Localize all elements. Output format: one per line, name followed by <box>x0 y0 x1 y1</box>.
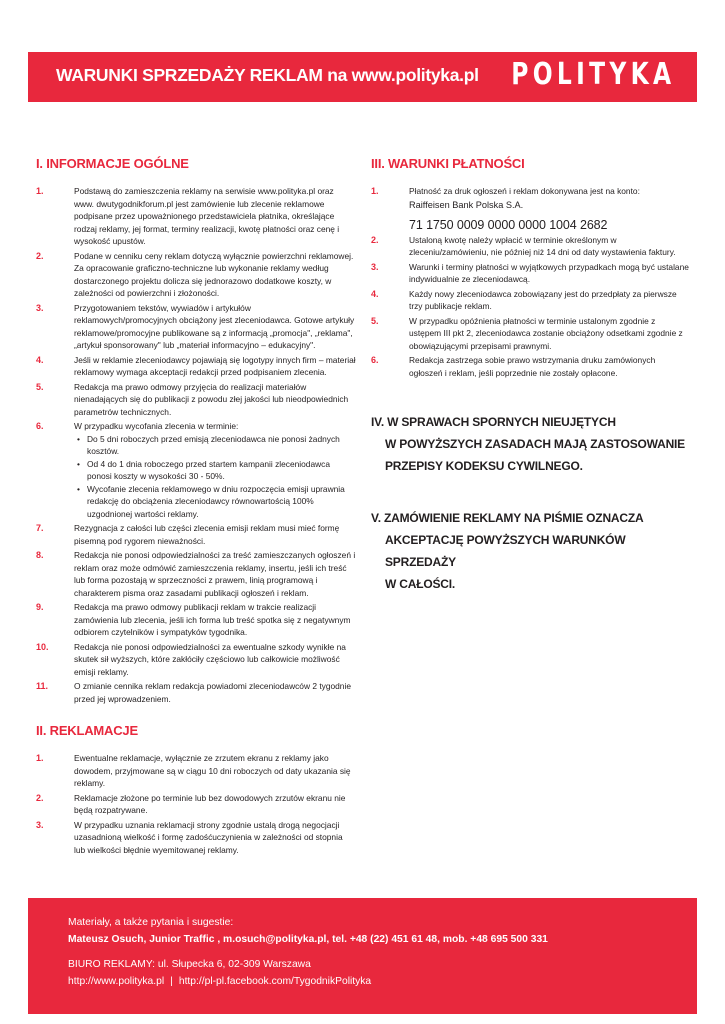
website-link[interactable]: http://www.polityka.pl <box>68 976 165 987</box>
list-item: 4. Każdy nowy zleceniodawca zobowiązany jest do przedpłaty za pierwsze trzy publikacje reklam. <box>371 288 677 311</box>
payment-list <box>371 185 689 379</box>
footer-intro: Materiały, a także pytania i sugestie: <box>68 917 234 928</box>
list-item: 7. Rezygnacja z całości lub części zlecenia emisji reklam musi mieć formę pisemną pod rygorem nieważności. <box>36 523 340 546</box>
page-title: WARUNKI SPRZEDAŻY REKLAM na www.polityka.pl <box>56 65 479 85</box>
list-item: 5. W przypadku opóźnienia płatności w terminie ustalonym zgodnie z ustępem III pkt 2, zleceniodawca zostanie obciążony odsetkami zgodnie z obowiązującymi przepisami prawnymi. <box>371 315 683 351</box>
written-order-heading: V. ZAMÓWIENIE REKLAMY NA PIŚMIE OZNACZA AKCEPTACJĘ POWYŻSZYCH WARUNKÓW SPRZEDAŻY W CAŁOŚCI. <box>371 511 644 591</box>
list-item: 1. Płatność za druk ogłoszeń i reklam dokonywana jest na konto: Raiffeisen Bank Polska S.A. 71 1750 0009 0000 0000 1004 2682 <box>371 185 689 232</box>
list-item: 6. W przypadku wycofania zlecenia w terminie: • Do 5 dni roboczych przed emisją zleceniodawca nie ponosi żadnych kosztów. • Od 4 do 1 dnia roboczego przed startem kampanii zleceniodawca ponosi koszty w wysokości 30 - 50%. • Wycofanie zlecenia reklamowego w dniu rozpoczęcia emisji uprawnia redakcję do obciążenia zleceniodawcy równowartością 100% uzgodnionej wartości reklamy. <box>36 420 356 520</box>
list-item: 1. Ewentualne reklamacje, wyłącznie ze zrzutem ekranu z reklamy jako dowodem, przyjmowane są w ciągu 10 dni roboczych od daty ukazania się reklamy. <box>36 753 351 788</box>
section-title-general: I. INFORMACJE OGÓLNE <box>36 156 189 171</box>
bullet-item: • Wycofanie zlecenia reklamowego w dniu rozpoczęcia emisji uprawnia redakcję do obciążenia zleceniodawcy równowartością 100% uzgodnionej wartości reklamy. <box>74 483 356 521</box>
list-item: 6. Redakcja zastrzega sobie prawo wstrzymania druku zamówionych ogłoszeń i reklam, jeśli poprzednie nie zostały opłacone. <box>371 355 656 378</box>
list-item: 1. Podstawą do zamieszczenia reklamy na serwisie www.polityka.pl oraz www. dwutygodnikforum.pl jest zamówienie lub zlecenie reklamowe podpisane przez upoważnionego przedstawiciela płatnika, określające rodzaj reklamy, jej format, terminy realizacji, kwotę płatności oraz cenę i wysokość upustów. <box>36 186 340 246</box>
withdrawal-bullets <box>74 433 356 521</box>
list-item: 5. Redakcja ma prawo odmowy przyjęcia do realizacji materiałów nienadających się do publikacji z powodu złej jakości lub nieodpowiednich parametrów technicznych. <box>36 381 349 417</box>
section-title-complaints: II. REKLAMACJE <box>36 723 138 738</box>
header-banner <box>28 52 697 102</box>
list-item: 11. O zmianie cennika reklam redakcja powiadomi zleceniodawców 2 tygodnie przed jej wprowadzeniem. <box>36 681 351 704</box>
footer-contact-block <box>68 914 548 990</box>
bullet-item: • Do 5 dni roboczych przed emisją zleceniodawca nie ponosi żadnych kosztów. <box>74 433 356 458</box>
bank-name: Raiffeisen Bank Polska S.A. <box>409 199 524 210</box>
complaints-list <box>36 752 356 856</box>
bank-account-number: 71 1750 0009 0000 0000 1004 2682 <box>409 218 608 232</box>
list-item: 3. Warunki i terminy płatności w wyjątkowych przypadkach mogą być ustalane indywidualnie ze zleceniodawcą. <box>371 261 689 284</box>
list-item: 10. Redakcja nie ponosi odpowiedzialności za ewentualne szkody wynikłe na skutek sił wyższych, które zakłóciły częściowo lub całkowicie możliwość emisji reklamy. <box>36 641 346 677</box>
list-item: 2. Reklamacje złożone po terminie lub bez dowodowych zrzutów ekranu nie będą rozpatrywane. <box>36 792 346 815</box>
complaints-section <box>36 723 356 856</box>
disputes-heading: IV. W SPRAWACH SPORNYCH NIEUJĘTYCH W POWYŻSZYCH ZASADACH MAJĄ ZASTOSOWANIE PRZEPISY KODEKSU CYWILNEGO. <box>371 415 685 473</box>
list-item: 8. Redakcja nie ponosi odpowiedzialności za treść zamieszczanych ogłoszeń i reklam oraz może odmówić zamieszczenia reklamy, insertu, jeśli ich treść lub forma pozostają w sprzeczności z prawem, linią programową i charakterem pisma oraz zasadami publikacji ogłoszeń i reklam. <box>36 550 356 598</box>
ad-office-address: BIURO REKLAMY: ul. Słupecka 6, 02-309 Warszawa <box>68 959 311 970</box>
list-item: 2. Ustaloną kwotę należy wpłacić w terminie określonym w zleceniu/zamówieniu, nie później niż 14 dni od daty wystawienia faktury. <box>371 234 676 257</box>
list-item: 2. Podane w cenniku ceny reklam dotyczą wyłącznie powierzchni reklamowej. Za opracowanie graficzno-techniczne lub wykonanie reklamy według dostarczonego projektu dolicza się jednorazowo dodatkowe koszty, w zależności od powierzchni i złożoności. <box>36 250 354 298</box>
section-title-payment: III. WARUNKI PŁATNOŚCI <box>371 156 525 171</box>
bullet-item: • Od 4 do 1 dnia roboczego przed startem kampanii zleceniodawca ponosi koszty w wysokości 30 - 50%. <box>74 458 356 483</box>
contact-person: Mateusz Osuch, Junior Traffic , m.osuch@polityka.pl, tel. +48 (22) 451 61 48, mob. +48 695 500 331 <box>68 934 548 945</box>
footer-banner <box>28 898 697 1014</box>
facebook-link[interactable]: http://pl-pl.facebook.com/TygodnikPolityka <box>178 976 372 987</box>
left-column <box>36 156 356 858</box>
list-item: 4. Jeśli w reklamie zleceniodawcy pojawiają się logotypy innych firm – materiał reklamowy wymaga akceptacji redakcji przed podpisaniem zlecenia. <box>36 354 356 377</box>
footer-links: http://www.polityka.pl | http://pl-pl.facebook.com/TygodnikPolityka <box>68 976 372 987</box>
list-item: 3. W przypadku uznania reklamacji strony zgodnie ustalą drogą negocjacji uzasadnioną wielkość i formę zadośćuczynienia w zależności od stopnia lub wielkości błędnie wyemitowanej reklamy. <box>36 819 343 855</box>
list-item: 9. Redakcja ma prawo odmowy publikacji reklam w trakcie realizacji zamówienia lub zlecenia, jeśli ich forma lub treść spotka się z negatywnym odbiorem czytelników i sympatyków tygodnika. <box>36 602 351 637</box>
right-column <box>371 156 689 595</box>
polityka-logo: POLITYKA <box>510 57 675 92</box>
general-info-list <box>36 185 356 705</box>
list-item: 3. Przygotowaniem tekstów, wywiadów i artykułów reklamowych/promocyjnych obciążony jest zleceniodawca. Gotowe artykuły reklamowe/promocyjne publikowane są z informacją „promocja", „reklama", „artykuł sponsorowany" lub „materiał informacyjno – edukacyjny". <box>36 302 355 350</box>
